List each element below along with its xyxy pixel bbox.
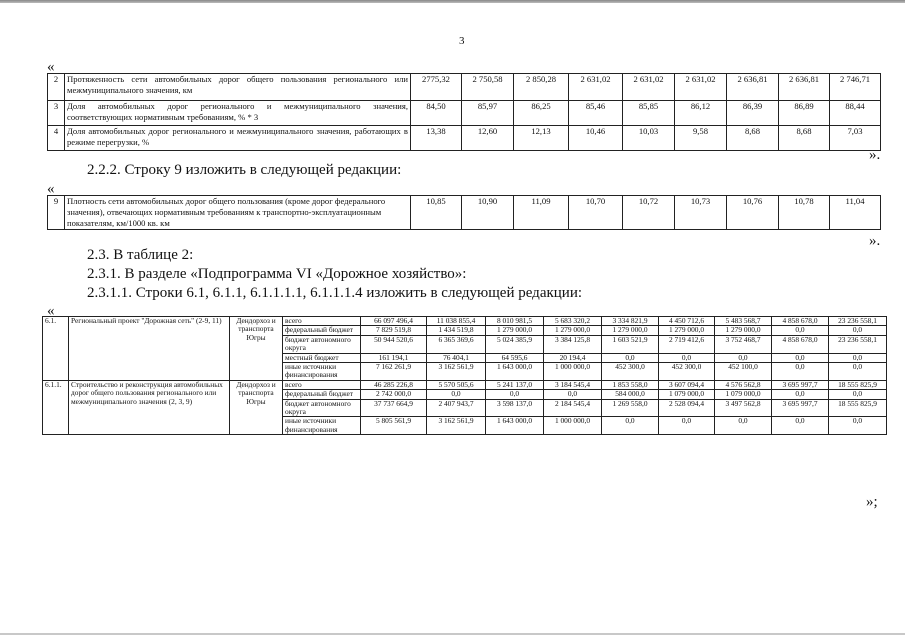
financing-value: 1 853 558,0 [602, 380, 659, 389]
financing-value: 7 162 261,9 [361, 363, 427, 381]
financing-source: федеральный бюджет [283, 390, 361, 399]
financing-value: 1 434 519,8 [427, 326, 486, 335]
financing-source: иные источники финансирования [283, 417, 361, 435]
row-number: 6.1. [43, 317, 69, 381]
open-quote-1: « [47, 59, 55, 75]
financing-value: 5 805 561,9 [361, 417, 427, 435]
open-quote-2: « [47, 181, 55, 197]
indicator-value: 2 746,71 [830, 74, 881, 101]
indicator-value: 85,85 [623, 101, 675, 126]
financing-value: 76 404,1 [427, 353, 486, 362]
financing-value: 1 269 558,0 [602, 399, 659, 417]
financing-value: 0,0 [772, 353, 829, 362]
financing-value: 3 607 094,4 [659, 380, 715, 389]
financing-value: 452 300,0 [602, 363, 659, 381]
indicator-value: 8,68 [779, 126, 830, 151]
executor: Дендорхоз и транспорта Югры [230, 317, 283, 381]
financing-value: 1 079 000,0 [659, 390, 715, 399]
financing-value: 0,0 [772, 417, 829, 435]
indicator-value: 85,97 [462, 101, 514, 126]
indicator-value: 86,89 [779, 101, 830, 126]
financing-value: 46 285 226,8 [361, 380, 427, 389]
financing-value: 50 944 520,6 [361, 335, 427, 353]
financing-value: 5 570 505,6 [427, 380, 486, 389]
indicator-value: 2 750,58 [462, 74, 514, 101]
financing-value: 3 598 137,0 [486, 399, 544, 417]
financing-source: бюджет автономного округа [283, 399, 361, 417]
heading-2-2-2: 2.2.2. Строку 9 изложить в следующей редакции: [87, 162, 402, 178]
indicator-value: 10,78 [779, 196, 830, 230]
indicator-value: 2 636,81 [727, 74, 779, 101]
financing-value: 0,0 [829, 363, 887, 381]
financing-value: 584 000,0 [602, 390, 659, 399]
financing-value: 0,0 [772, 326, 829, 335]
financing-value: 4 858 678,0 [772, 335, 829, 353]
financing-value: 0,0 [602, 417, 659, 435]
indicator-value: 12,13 [514, 126, 569, 151]
indicator-value: 10,70 [569, 196, 623, 230]
financing-value: 2 184 545,4 [544, 399, 602, 417]
heading-2-3-1: 2.3.1. В разделе «Подпрограмма VI «Дорожное хозяйство»: [87, 266, 467, 282]
financing-value: 7 829 519,8 [361, 326, 427, 335]
indicator-value: 7,03 [830, 126, 881, 151]
financing-value: 0,0 [544, 390, 602, 399]
indicator-value: 86,25 [514, 101, 569, 126]
financing-value: 0,0 [829, 353, 887, 362]
financing-value: 3 695 997,7 [772, 399, 829, 417]
scan-edge-bottom [0, 633, 905, 635]
financing-value: 5 483 568,7 [715, 317, 772, 326]
scan-edge-top [0, 0, 905, 3]
indicator-value: 10,03 [623, 126, 675, 151]
financing-value: 0,0 [715, 417, 772, 435]
financing-value: 0,0 [659, 417, 715, 435]
financing-value: 2 407 943,7 [427, 399, 486, 417]
indicator-value: 86,39 [727, 101, 779, 126]
financing-value: 0,0 [829, 417, 887, 435]
financing-value: 2 742 000,0 [361, 390, 427, 399]
financing-value: 0,0 [772, 390, 829, 399]
financing-value: 3 162 561,9 [427, 363, 486, 381]
indicator-value: 2 631,02 [675, 74, 727, 101]
financing-value: 18 555 825,9 [829, 399, 887, 417]
table-row [48, 74, 881, 101]
indicator-value: 12,60 [462, 126, 514, 151]
financing-value: 4 858 678,0 [772, 317, 829, 326]
indicator-value: 10,46 [569, 126, 623, 151]
financing-value: 1 279 000,0 [486, 326, 544, 335]
indicator-value: 11,04 [830, 196, 881, 230]
table-row [48, 196, 881, 230]
indicator-value: 9,58 [675, 126, 727, 151]
financing-value: 6 365 369,6 [427, 335, 486, 353]
financing-value: 23 236 558,1 [829, 317, 887, 326]
open-quote-3: « [47, 303, 55, 319]
financing-value: 11 038 855,4 [427, 317, 486, 326]
financing-source: всего [283, 380, 361, 389]
financing-value: 0,0 [486, 390, 544, 399]
financing-value: 452 100,0 [715, 363, 772, 381]
financing-value: 18 555 825,9 [829, 380, 887, 389]
financing-value: 0,0 [829, 326, 887, 335]
table-row [43, 380, 887, 389]
row-number: 6.1.1. [43, 380, 69, 434]
row-number: 3 [48, 101, 65, 126]
financing-value: 64 595,6 [486, 353, 544, 362]
indicator-value: 2 631,02 [623, 74, 675, 101]
indicators-table-2 [47, 195, 881, 230]
indicator-value: 2775,32 [411, 74, 462, 101]
financing-value: 1 603 521,9 [602, 335, 659, 353]
indicator-name: Плотность сети автомобильных дорог общего пользования (кроме дорог федерального значения), отвечающих нормативным требованиям к транспортно-эксплуатационным показателям, км/1000 кв. км [65, 196, 411, 230]
financing-value: 2 528 094,4 [659, 399, 715, 417]
measure-name: Строительство и реконструкция автомобильных дорог общего пользования регионального или межмуниципального значения (2, 3, 9) [69, 380, 230, 434]
financing-table [42, 316, 887, 435]
financing-value: 1 643 000,0 [486, 363, 544, 381]
financing-value: 1 000 000,0 [544, 363, 602, 381]
executor: Дендорхоз и транспорта Югры [230, 380, 283, 434]
financing-value: 3 162 561,9 [427, 417, 486, 435]
financing-value: 0,0 [602, 353, 659, 362]
financing-value: 1 079 000,0 [715, 390, 772, 399]
indicator-name: Протяженность сети автомобильных дорог общего пользования регионального или межмуниципального значения, км [65, 74, 411, 101]
indicator-value: 13,38 [411, 126, 462, 151]
indicator-value: 2 850,28 [514, 74, 569, 101]
financing-value: 1 279 000,0 [602, 326, 659, 335]
financing-value: 1 279 000,0 [715, 326, 772, 335]
financing-value: 2 719 412,6 [659, 335, 715, 353]
indicator-value: 11,09 [514, 196, 569, 230]
table-row [48, 126, 881, 151]
indicator-value: 10,72 [623, 196, 675, 230]
financing-value: 3 752 468,7 [715, 335, 772, 353]
financing-value: 37 737 664,9 [361, 399, 427, 417]
indicator-name: Доля автомобильных дорог регионального и межмуниципального значения, работающих в режиме перегрузки, % [65, 126, 411, 151]
indicator-value: 10,76 [727, 196, 779, 230]
financing-value: 20 194,4 [544, 353, 602, 362]
financing-value: 8 010 981,5 [486, 317, 544, 326]
indicator-value: 10,85 [411, 196, 462, 230]
financing-value: 5 241 137,0 [486, 380, 544, 389]
indicator-value: 84,50 [411, 101, 462, 126]
financing-value: 161 194,1 [361, 353, 427, 362]
indicator-value: 10,73 [675, 196, 727, 230]
financing-value: 5 024 385,9 [486, 335, 544, 353]
indicator-value: 2 631,02 [569, 74, 623, 101]
heading-2-3: 2.3. В таблице 2: [87, 247, 194, 263]
indicator-value: 10,90 [462, 196, 514, 230]
financing-source: всего [283, 317, 361, 326]
financing-value: 66 097 496,4 [361, 317, 427, 326]
table-row [48, 101, 881, 126]
indicator-value: 2 636,81 [779, 74, 830, 101]
financing-value: 452 300,0 [659, 363, 715, 381]
financing-value: 3 695 997,7 [772, 380, 829, 389]
row-number: 4 [48, 126, 65, 151]
financing-value: 0,0 [772, 363, 829, 381]
financing-value: 3 384 125,8 [544, 335, 602, 353]
financing-value: 23 236 558,1 [829, 335, 887, 353]
row-number: 2 [48, 74, 65, 101]
financing-source: местный бюджет [283, 353, 361, 362]
financing-source: иные источники финансирования [283, 363, 361, 381]
indicator-value: 86,12 [675, 101, 727, 126]
financing-value: 1 000 000,0 [544, 417, 602, 435]
financing-value: 4 576 562,8 [715, 380, 772, 389]
financing-value: 0,0 [715, 353, 772, 362]
financing-value: 0,0 [659, 353, 715, 362]
financing-value: 1 279 000,0 [659, 326, 715, 335]
financing-source: бюджет автономного округа [283, 335, 361, 353]
heading-2-3-1-1: 2.3.1.1. Строки 6.1, 6.1.1, 6.1.1.1.1, 6.1.1.1.4 изложить в следующей редакции: [87, 285, 583, 301]
financing-value: 3 497 562,8 [715, 399, 772, 417]
financing-value: 1 643 000,0 [486, 417, 544, 435]
financing-source: федеральный бюджет [283, 326, 361, 335]
close-quote-3: »; [866, 494, 878, 510]
measure-name: Региональный проект "Дорожная сеть" (2-9, 11) [69, 317, 230, 381]
close-quote-2: ». [869, 233, 881, 249]
financing-value: 4 450 712,6 [659, 317, 715, 326]
financing-value: 1 279 000,0 [544, 326, 602, 335]
indicator-name: Доля автомобильных дорог регионального и межмуниципального значения, соответствующих нормативным требованиям, % * 3 [65, 101, 411, 126]
financing-value: 0,0 [427, 390, 486, 399]
indicators-table-1 [47, 73, 881, 151]
row-number: 9 [48, 196, 65, 230]
financing-value: 0,0 [829, 390, 887, 399]
indicator-value: 85,46 [569, 101, 623, 126]
indicator-value: 8,68 [727, 126, 779, 151]
page-number: 3 [459, 35, 465, 47]
financing-value: 3 334 821,9 [602, 317, 659, 326]
indicator-value: 88,44 [830, 101, 881, 126]
close-quote-1: ». [869, 147, 881, 163]
table-row [43, 317, 887, 326]
financing-value: 5 683 320,2 [544, 317, 602, 326]
financing-value: 3 184 545,4 [544, 380, 602, 389]
